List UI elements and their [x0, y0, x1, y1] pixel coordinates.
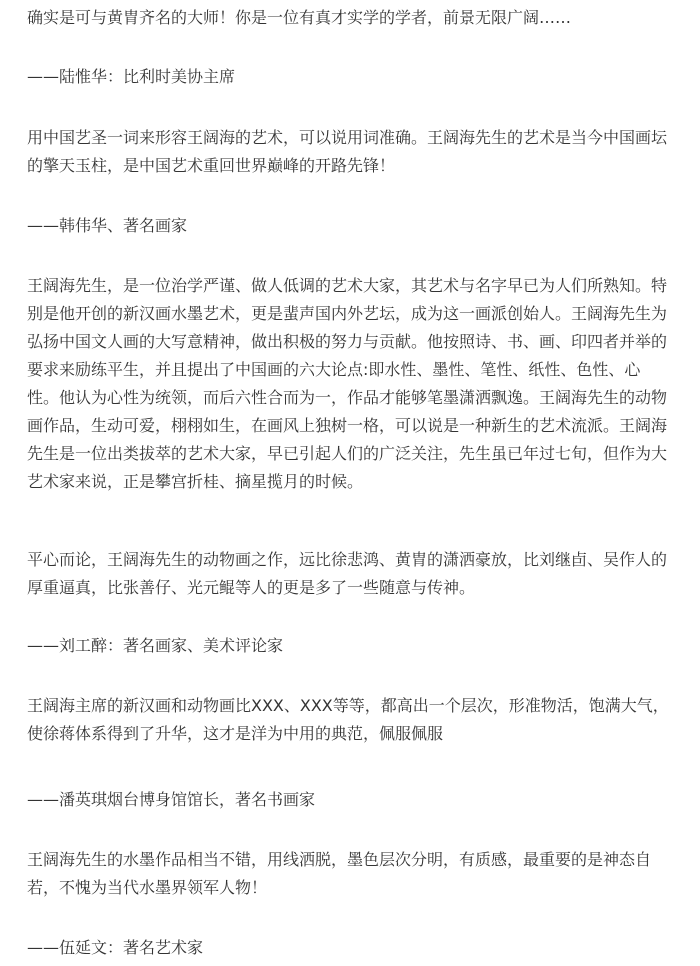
text-line: 艺术家来说，正是攀宫折桂、摘星揽月的时候。: [27, 472, 364, 491]
text-line: 王阔海先生，是一位治学严谨、做人低调的艺术大家，其艺术与名字早已为人们所熟知。特: [27, 276, 668, 295]
text-line: 王阔海先生的水墨作品相当不错，用线洒脱，墨色层次分明，有质感，最重要的是神态自: [27, 850, 652, 869]
text-line: 别是他开创的新汉画水墨艺术，更是蜚声国内外艺坛，成为这一画派创始人。王阔海先生为: [27, 304, 668, 323]
text-line: 平心而论，王阔海先生的动物画之作，远比徐悲鸿、黄胄的潇洒豪放，比刘继卣、吴作人的: [27, 550, 668, 569]
text-line: 画作品，生动可爱，栩栩如生，在画风上独树一格，可以说是一种新生的艺术流派。王阔海: [27, 416, 668, 435]
text-line: 厚重逼真，比张善仔、光元鲲等人的更是多了一些随意与传神。: [27, 578, 476, 597]
text-line: 用中国艺圣一词来形容王阔海的艺术，可以说用词准确。王阔海先生的艺术是当今中国画坛: [27, 128, 668, 147]
text-line: 若，不愧为当代水墨界领军人物！: [27, 878, 268, 897]
text-line: ——伍延文：著名艺术家: [27, 938, 204, 957]
text-line: ——陆惟华：比利时美协主席: [27, 67, 236, 86]
text-line: 确实是可与黄胄齐名的大师！你是一位有真才实学的学者，前景无限广阔……: [27, 8, 572, 27]
text-line: 性。他认为心性为统领，而后六性合而为一，作品才能够笔墨潇洒飘逸。王阔海先生的动物: [27, 388, 668, 407]
text-line: ——潘英琪烟台博身馆馆长，著名书画家: [27, 790, 316, 809]
text-line: 弘扬中国文人画的大写意精神，做出积极的努力与贡献。他按照诗、书、画、印四者并举的: [27, 332, 668, 351]
text-line: 王阔海主席的新汉画和动物画比XXX、XXX等等，都高出一个层次，形准物活，饱满大气，: [27, 696, 669, 715]
text-line: ——韩伟华、著名画家: [27, 216, 188, 235]
text-line: 要求来励练平生，并且提出了中国画的六大论点:即水性、墨性、笔性、纸性、色性、心: [27, 360, 641, 379]
text-line: ——刘工醉：著名画家、美术评论家: [27, 636, 284, 655]
text-line: 的擎天玉柱，是中国艺术重回世界巅峰的开路先锋！: [27, 156, 396, 175]
text-line: 使徐蒋体系得到了升华，这才是洋为中用的典范，佩服佩服: [27, 724, 444, 743]
text-line: 先生是一位出类拔萃的艺术大家，早已引起人们的广泛关注，先生虽已年过七旬，但作为大: [27, 444, 668, 463]
